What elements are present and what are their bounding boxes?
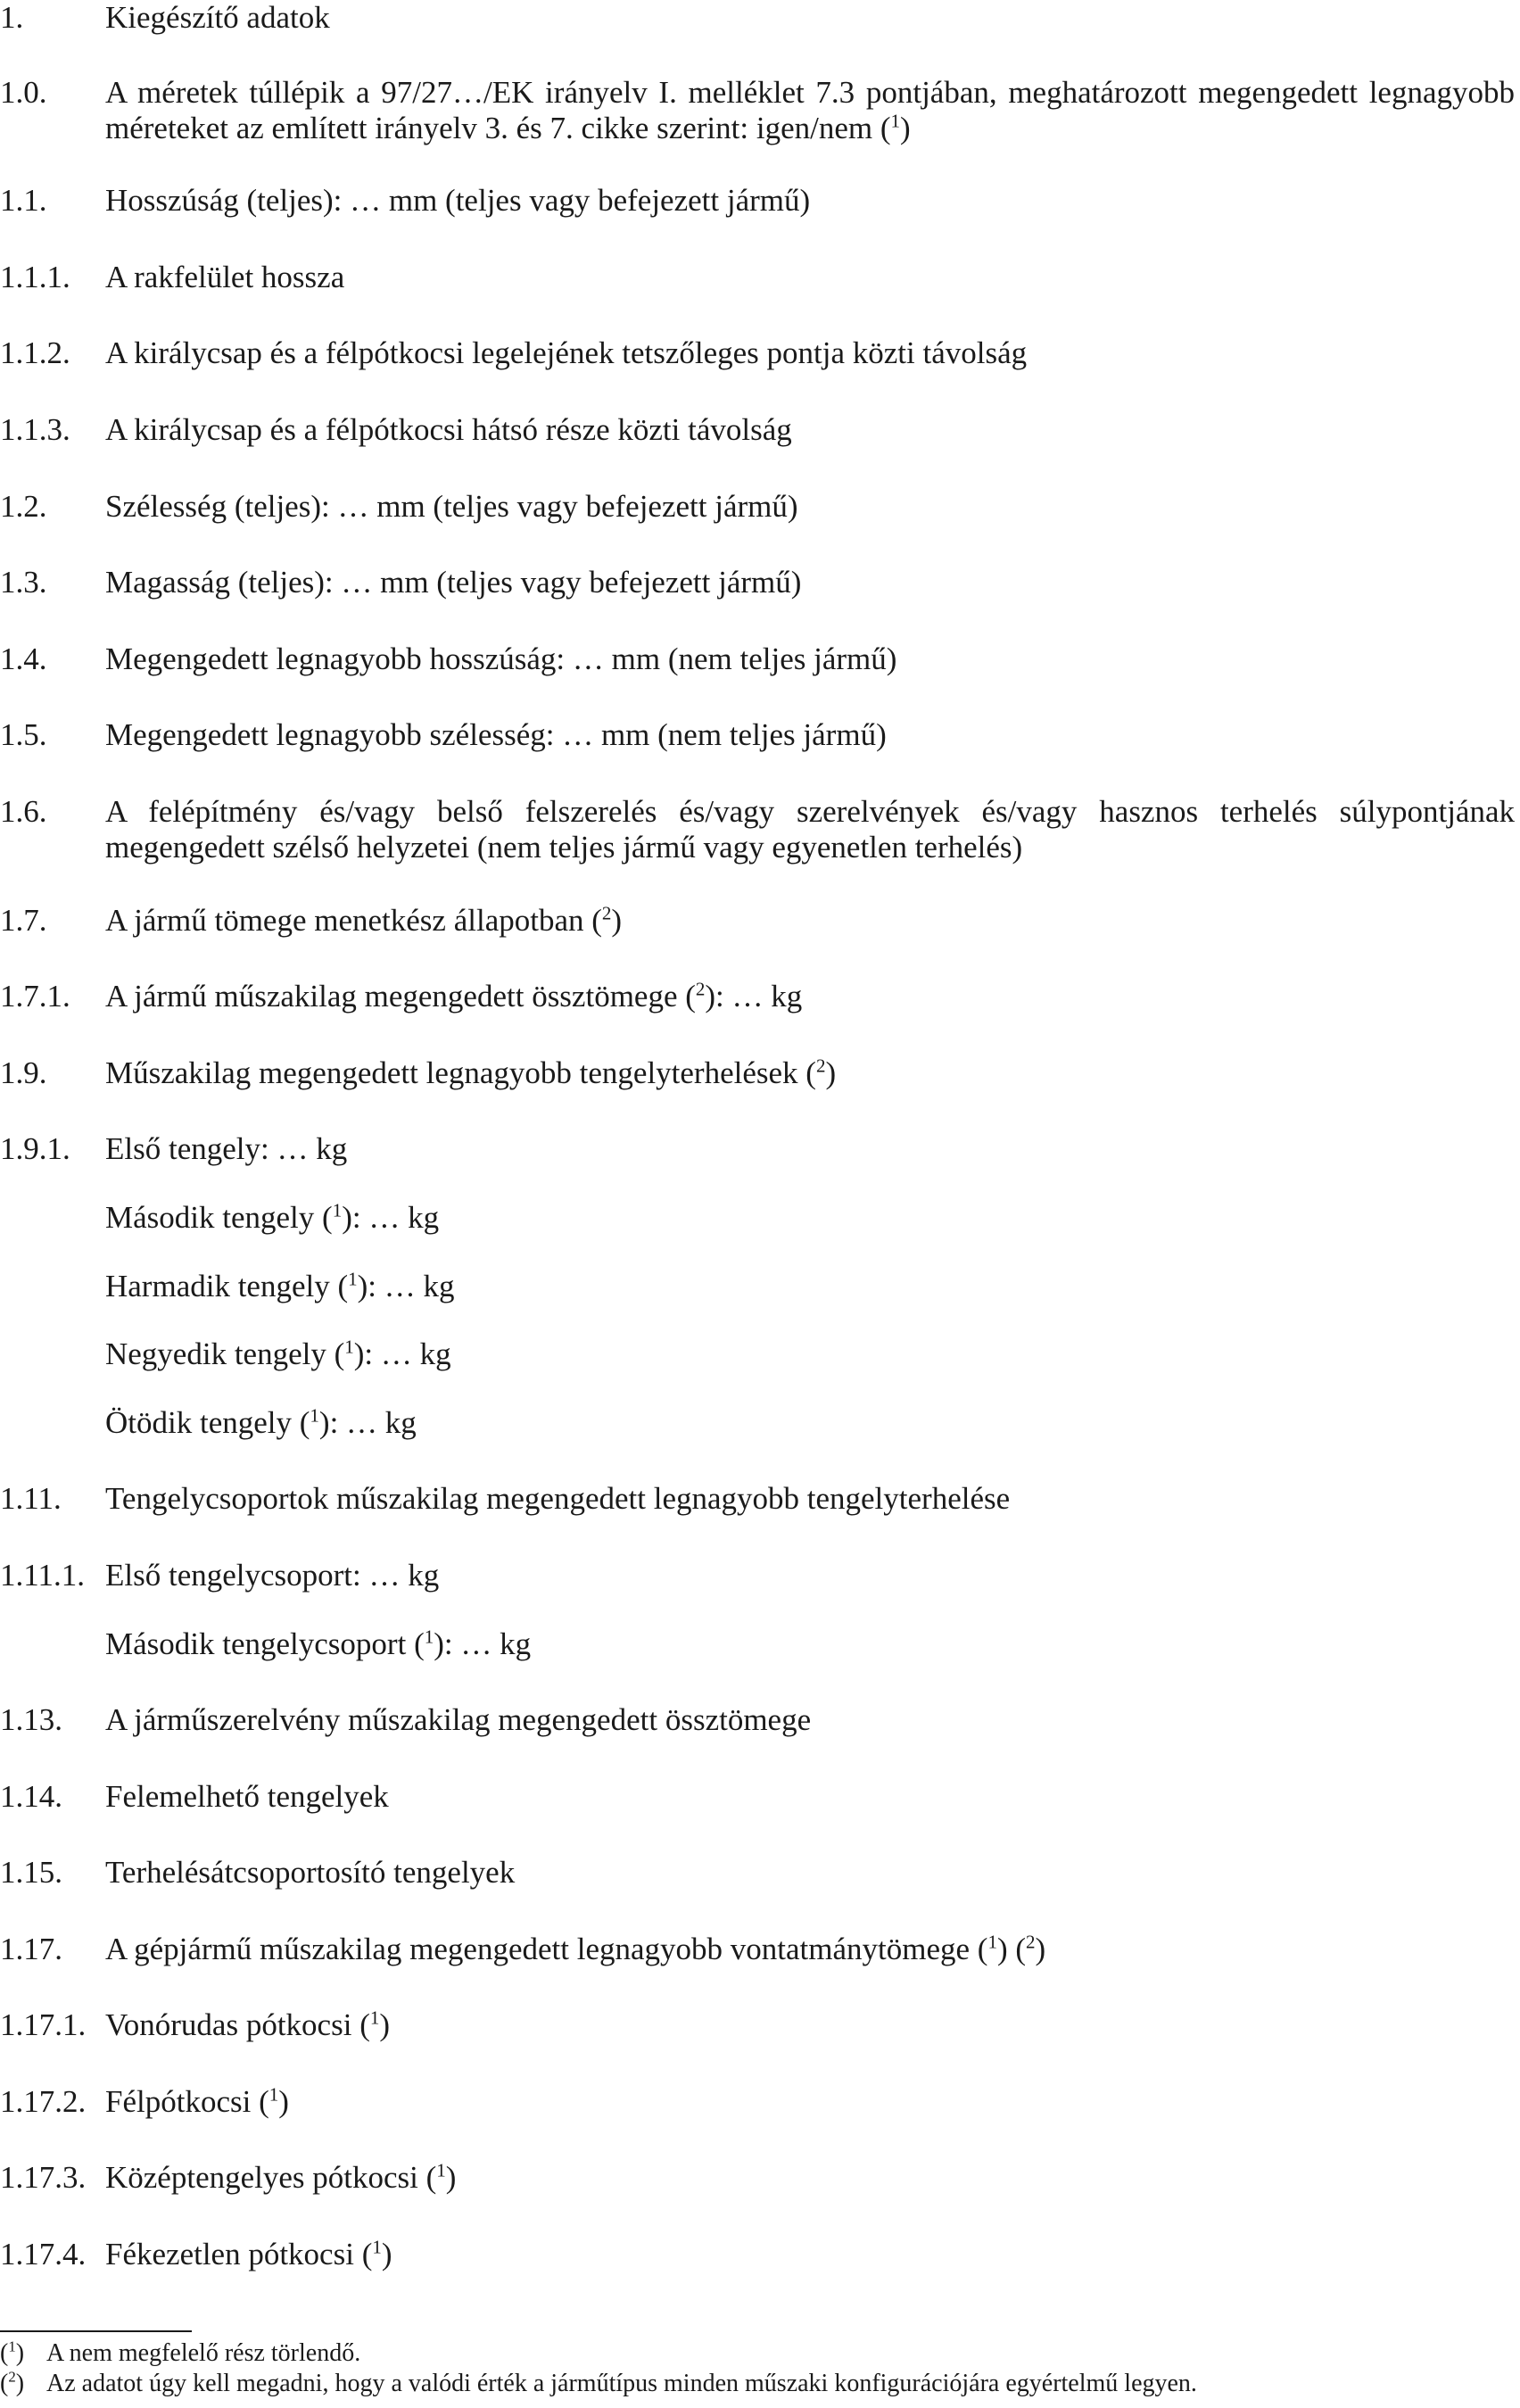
item-text: Első tengelycsoport: … kg	[105, 1558, 440, 1593]
footnote-ref: 1	[987, 1931, 997, 1953]
footnote-ref: 1	[372, 2236, 382, 2258]
item-text: Megengedett legnagyobb hosszúság: … mm (nem teljes jármű)	[105, 641, 897, 676]
footnote-ref: 1	[436, 2159, 446, 2181]
item-number: 1.1.1.	[0, 260, 70, 294]
item-text: Terhelésátcsoportosító tengelyek	[105, 1855, 516, 1890]
footnote-ref: 1	[344, 1336, 354, 1358]
item-text: Negyedik tengely ($^1$): … kg	[105, 1336, 451, 1371]
item-number: 1.6.	[0, 794, 47, 829]
item-text-body: Középtengelyes pótkocsi	[105, 2160, 418, 2195]
item-number: 1.15.	[0, 1855, 62, 1890]
item-text: A méretek túllépik a 97/27…/EK irányelv I. melléklet 7.3 pontjában, meghatározott megengedett legnagyobb méreteket az említett irányelv 3. és 7. cikke szerint: igen/nem ($^1$)	[105, 75, 1515, 145]
item-number: 1.14.	[0, 1779, 62, 1814]
item-text: A rakfelület hossza	[105, 260, 345, 294]
item-text: Második tengelycsoport ($^1$): … kg	[105, 1626, 532, 1661]
item-text: Megengedett legnagyobb szélesség: … mm (nem teljes jármű)	[105, 717, 887, 752]
item-text-body: Fékezetlen pótkocsi	[105, 2237, 354, 2271]
item-text: Félpótkocsi ($^1$)	[105, 2083, 289, 2119]
item-text: Második tengely ($^1$): … kg	[105, 1199, 440, 1235]
item-text-body: Műszakilag megengedett legnagyobb tengelyterhelések	[105, 1055, 798, 1090]
footnote-text: Az adatot úgy kell megadni, hogy a valódi érték a járműtípus minden műszaki konfigurációjára egyértelmű legyen.	[46, 2370, 1197, 2397]
footnote-ref: 1	[268, 2083, 279, 2106]
item-text: A királycsap és a félpótkocsi hátsó része közti távolság	[105, 412, 792, 447]
footnote-divider	[0, 2330, 192, 2332]
item-text: A gépjármű műszakilag megengedett legnagyobb vontatmánytömege ($^1$) ($^2$)	[105, 1931, 1046, 1966]
item-text: Harmadik tengely ($^1$): … kg	[105, 1268, 455, 1303]
item-text-body: Negyedik tengely	[105, 1336, 326, 1371]
item-number: 1.4.	[0, 641, 47, 676]
item-text: Ötödik tengely ($^1$): … kg	[105, 1404, 417, 1440]
item-text: Magasság (teljes): … mm (teljes vagy befejezett jármű)	[105, 565, 802, 600]
footnote-ref: 1	[890, 110, 900, 132]
item-number: 1.1.3.	[0, 412, 70, 447]
footnote-mark-number: 2	[8, 2368, 16, 2386]
item-number: 1.17.	[0, 1932, 62, 1966]
item-number: 1.7.1.	[0, 979, 70, 1014]
item-text-body: Harmadik tengely	[105, 1269, 330, 1303]
item-text: A jármű tömege menetkész állapotban ($^2$)	[105, 902, 623, 938]
item-text-body: Második tengely	[105, 1200, 315, 1235]
item-number: 1.9.	[0, 1055, 47, 1090]
item-text-tail: : … kg	[329, 1405, 417, 1440]
item-text: Vonórudas pótkocsi ($^1$)	[105, 2007, 390, 2042]
item-number: 1.13.	[0, 1702, 62, 1737]
footnote-ref: 1	[332, 1199, 343, 1221]
item-text-tail: : … kg	[715, 979, 803, 1014]
footnote-mark-number: 1	[8, 2338, 16, 2355]
footnote-ref: 2	[601, 902, 612, 924]
item-number: 1.17.3.	[0, 2160, 87, 2195]
item-text: A járműszerelvény műszakilag megengedett össztömege	[105, 1702, 812, 1737]
footnote-mark: ($^2$)	[0, 2368, 25, 2397]
item-number: 1.3.	[0, 565, 47, 600]
item-text: A jármű műszakilag megengedett össztömege ($^2$): … kg	[105, 978, 803, 1014]
item-text-body: A jármű tömege menetkész állapotban	[105, 903, 584, 938]
footnote-ref: 2	[1026, 1931, 1036, 1953]
footnote-ref: 1	[310, 1404, 319, 1427]
item-number: 1.9.1.	[0, 1131, 70, 1166]
item-text-body: A gépjármű műszakilag megengedett legnagyobb vontatmánytömege	[105, 1932, 971, 1966]
item-number: 1.5.	[0, 717, 47, 752]
footnote-ref: 2	[695, 978, 706, 1000]
item-text-tail: : … kg	[443, 1626, 532, 1661]
footnote-mark: ($^1$)	[0, 2338, 25, 2367]
item-number: 1.17.1.	[0, 2007, 87, 2042]
footnote-ref: 1	[348, 1268, 358, 1290]
item-text-body: Vonórudas pótkocsi	[105, 2007, 352, 2042]
item-text: Fékezetlen pótkocsi ($^1$)	[105, 2236, 392, 2271]
item-text-body: A méretek túllépik a 97/27…/EK irányelv I. melléklet 7.3 pontjában, meghatározott megengedett legnagyobb méreteket az említett irányelv 3. és 7. cikke szerint: igen/nem	[105, 75, 1515, 145]
item-text: Tengelycsoportok műszakilag megengedett legnagyobb tengelyterhelése	[105, 1481, 1011, 1516]
item-text: Középtengelyes pótkocsi ($^1$)	[105, 2159, 457, 2195]
item-text: A királycsap és a félpótkocsi legelejének tetszőleges pontja közti távolság	[105, 335, 1028, 370]
item-number: 1.0.	[0, 75, 47, 110]
item-number: 1.2.	[0, 489, 47, 524]
item-number: 1.17.2.	[0, 2084, 87, 2119]
item-text-body: A jármű műszakilag megengedett össztömege	[105, 979, 678, 1014]
item-text: Hosszúság (teljes): … mm (teljes vagy befejezett jármű)	[105, 183, 811, 218]
footnote-text: A nem megfelelő rész törlendő.	[46, 2339, 361, 2367]
footnote-ref: 1	[369, 2007, 380, 2029]
item-number: 1.17.4.	[0, 2237, 87, 2271]
item-text: Szélesség (teljes): … mm (teljes vagy befejezett jármű)	[105, 489, 798, 524]
item-number: 1.1.2.	[0, 335, 70, 370]
item-text-body: Ötödik tengely	[105, 1405, 292, 1440]
footnote-ref: 2	[815, 1055, 826, 1077]
item-text-body: Félpótkocsi	[105, 2084, 252, 2119]
item-text-tail: : … kg	[364, 1336, 451, 1371]
item-number: 1.7.	[0, 903, 47, 938]
item-text: Kiegészítő adatok	[105, 0, 330, 35]
item-number: 1.	[0, 0, 24, 35]
item-text: Első tengely: … kg	[105, 1131, 348, 1166]
item-text-tail: : … kg	[351, 1200, 440, 1235]
item-number: 1.11.1.	[0, 1558, 85, 1593]
item-number: 1.1.	[0, 183, 47, 218]
item-number: 1.11.	[0, 1481, 62, 1516]
item-text-body: Második tengelycsoport	[105, 1626, 407, 1661]
item-text: Felemelhető tengelyek	[105, 1779, 389, 1814]
item-text: A felépítmény és/vagy belső felszerelés és/vagy szerelvények és/vagy hasznos terhelés súlypontjának megengedett szélső helyzetei (nem teljes jármű vagy egyenetlen terhelés)	[105, 794, 1515, 865]
item-text-tail: : … kg	[368, 1269, 455, 1303]
item-text: Műszakilag megengedett legnagyobb tengelyterhelések ($^2$)	[105, 1055, 837, 1090]
footnote-ref: 1	[424, 1626, 434, 1648]
